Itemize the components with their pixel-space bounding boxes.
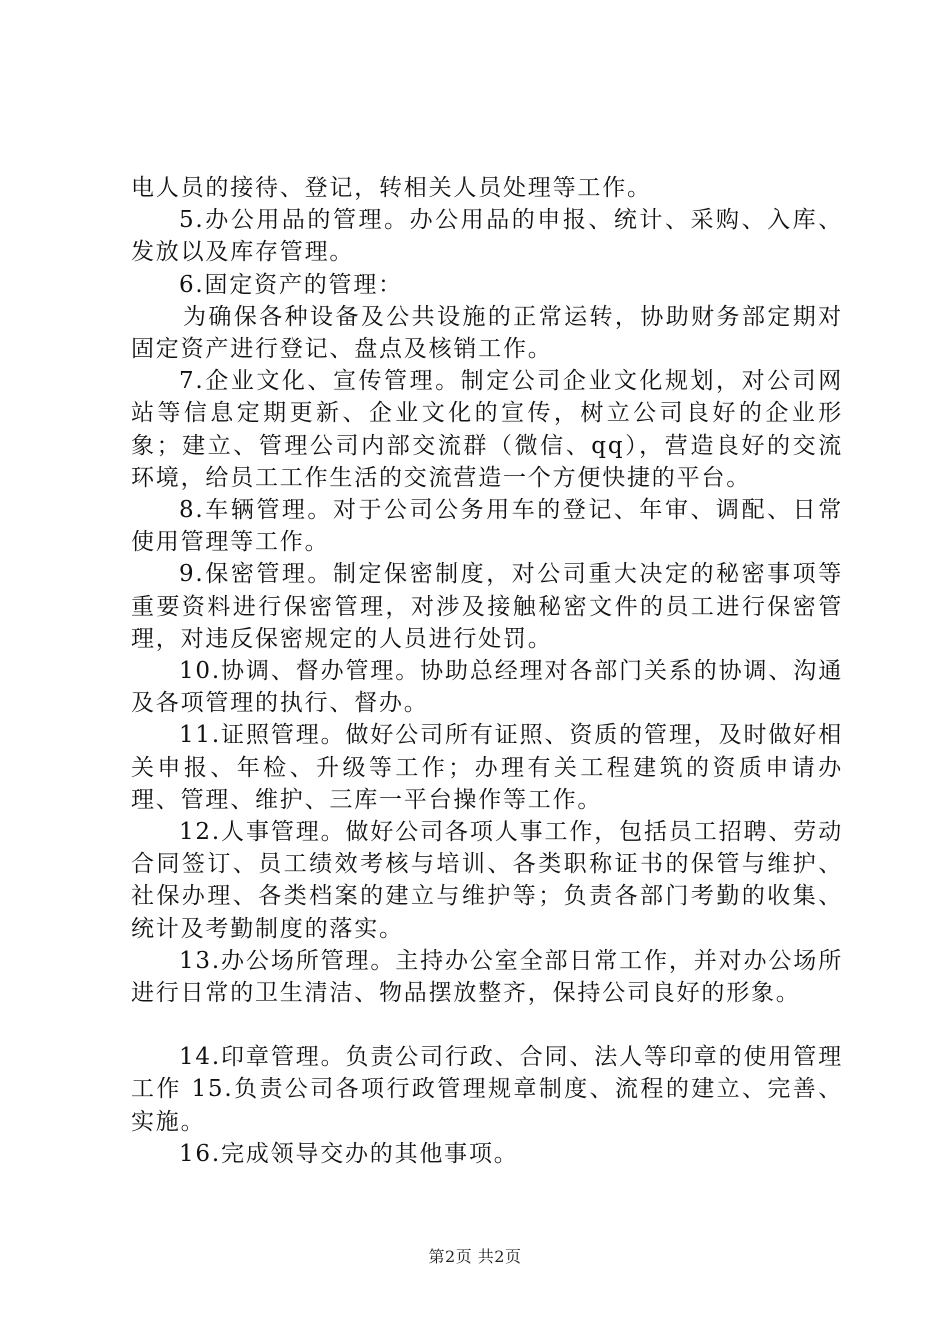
paragraph-item-12: 12.人事管理。做好公司各项人事工作，包括员工招聘、劳动合同签订、员工绩效考核与培训、各类职称证书的保管与维护、社保办理、各类档案的建立与维护等；负责各部门考勤的收集、统计及考勤制度的落实。 [131, 819, 843, 942]
paragraph-item-13: 13.办公场所管理。主持办公室全部日常工作，并对办公场所进行日常的卫生清洁、物品摆放整齐，保持公司良好的形象。 [131, 947, 843, 1007]
paragraph-item-14-15: 14.印章管理。负责公司行政、合同、法人等印章的使用管理工作 15.负责公司各项行政管理规章制度、流程的建立、完善、实施。 [131, 1044, 843, 1135]
paragraph-item-5: 5.办公用品的管理。办公用品的申报、统计、采购、入库、发放以及库存管理。 [131, 207, 843, 266]
paragraph-item-7: 7.企业文化、宣传管理。制定公司企业文化规划，对公司网站等信息定期更新、企业文化的宣传，树立公司良好的企业形象；建立、管理公司内部交流群（微信、qq），营造良好的交流环境，给员工工作生活的交流营造一个方便快捷的平台。 [131, 368, 843, 491]
paragraph-item-6: 6.固定资产的管理： [179, 271, 403, 298]
paragraph-item-16: 16.完成领导交办的其他事项。 [179, 1140, 519, 1167]
paragraph-spacer [131, 1009, 843, 1041]
paragraph-item-11: 11.证照管理。做好公司所有证照、资质的管理，及时做好相关申报、年检、升级等工作；办理有关工程建筑的资质申请办理、管理、维护、三库一平台操作等工作。 [131, 722, 843, 813]
page-number-footer: 第2页 共2页 [428, 1247, 522, 1266]
document-body [131, 172, 843, 1170]
paragraph-item-9: 9.保密管理。制定保密制度，对公司重大决定的秘密事项等重要资料进行保密管理，对涉及接触秘密文件的员工进行保密管理，对违反保密规定的人员进行处罚。 [131, 561, 843, 652]
paragraph-1: 电人员的接待、登记，转相关人员处理等工作。 [131, 175, 652, 201]
paragraph-item-10: 10.协调、督办管理。协助总经理对各部门关系的协调、沟通及各项管理的执行、督办。 [131, 658, 843, 717]
paragraph-item-6-detail: 为确保各种设备及公共设施的正常运转，协助财务部定期对固定资产进行登记、盘点及核销工作。 [131, 303, 843, 363]
paragraph-item-8: 8.车辆管理。对于公司公务用车的登记、年审、调配、日常使用管理等工作。 [131, 497, 843, 556]
